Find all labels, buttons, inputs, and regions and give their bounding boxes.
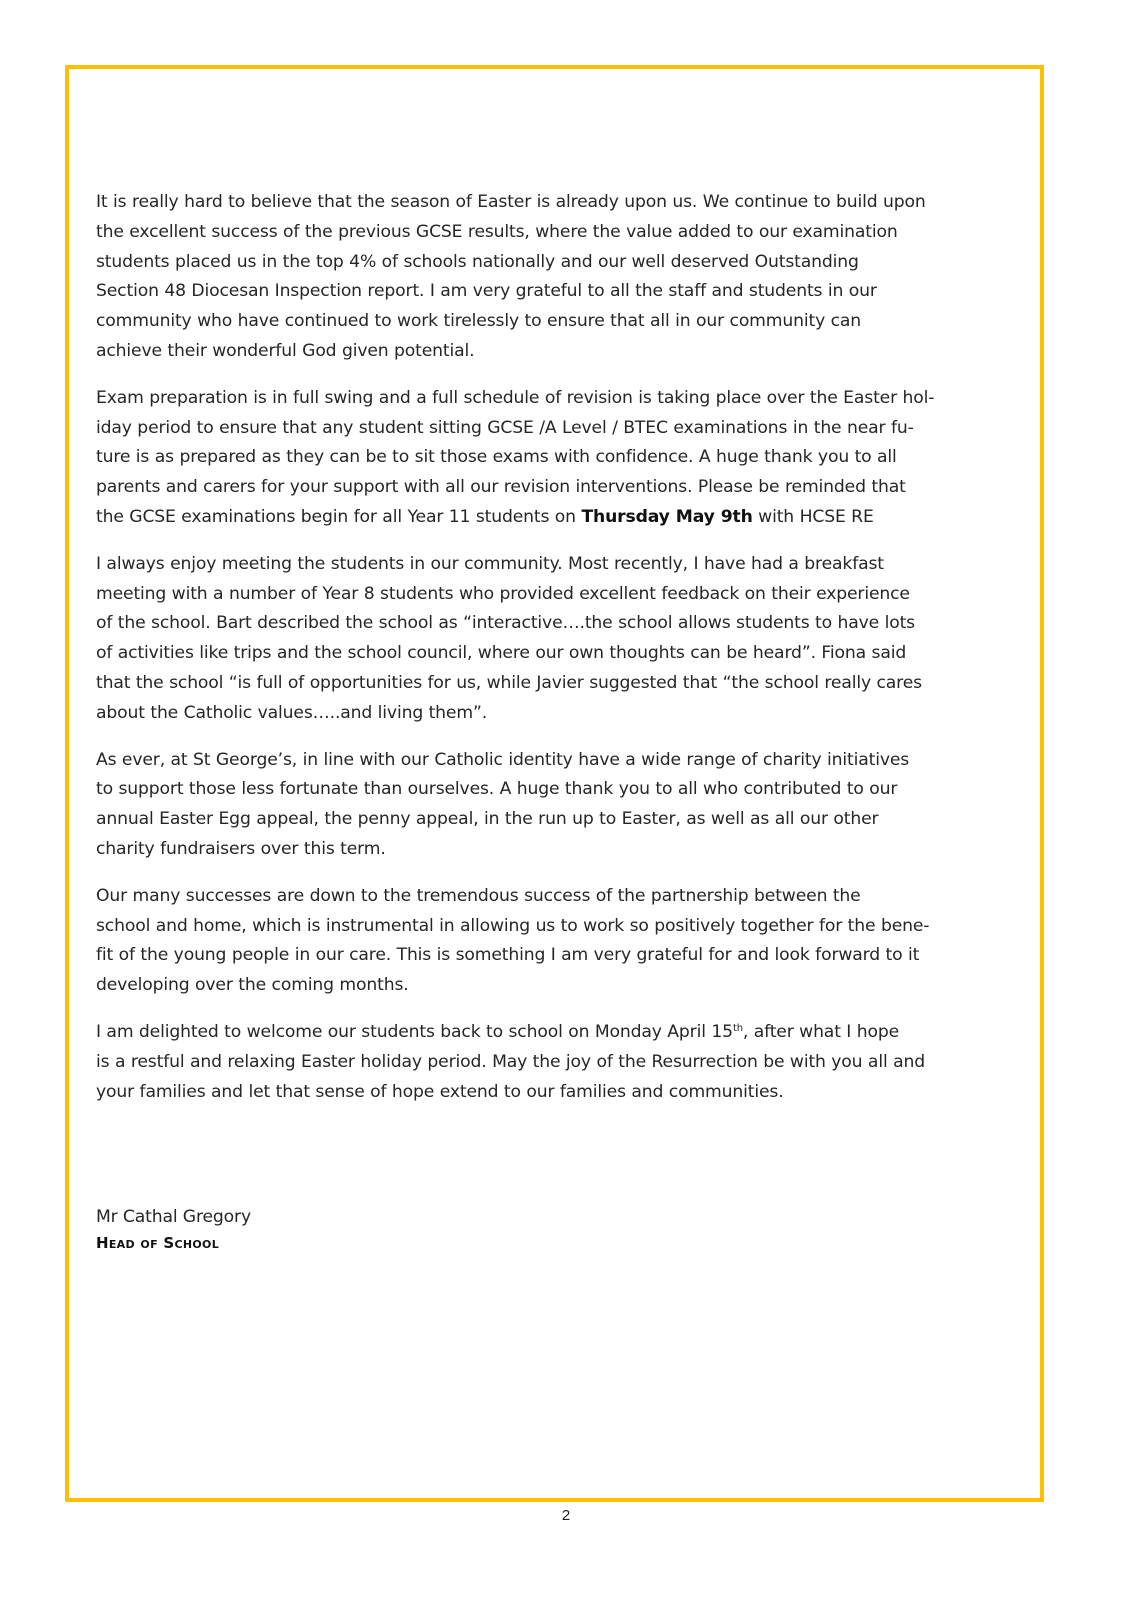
exam-start-date: Thursday May 9th	[581, 506, 753, 527]
paragraph-welcome-back	[96, 1018, 1016, 1107]
line: Our many successes are down to the tremendous success of the partnership between the	[96, 885, 861, 906]
paragraph-charity	[96, 746, 1016, 865]
paragraph-partnership	[96, 882, 1016, 1001]
ordinal-suffix: th	[732, 1022, 743, 1034]
line: your families and let that sense of hope extend to our families and communities.	[96, 1081, 784, 1102]
line: annual Easter Egg appeal, the penny appeal, in the run up to Easter, as well as all our other	[96, 809, 879, 830]
line: Exam preparation is in full swing and a full schedule of revision is taking place over the Easter hol-	[96, 387, 935, 408]
line-text: I am delighted to welcome our students back to school on Monday April 15	[96, 1021, 733, 1042]
line: that the school “is full of opportunities for us, while Javier suggested that “the school really cares	[96, 672, 922, 693]
line: iday period to ensure that any student sitting GCSE /A Level / BTEC examinations in the near fu-	[96, 417, 914, 438]
signatory-title: Head of School	[96, 1234, 220, 1252]
line: developing over the coming months.	[96, 975, 409, 996]
line-text: the GCSE examinations begin for all Year 11 students on	[96, 506, 582, 527]
line-text: , after what I hope	[742, 1021, 900, 1042]
line: parents and carers for your support with all our revision interventions. Please be reminded that	[96, 477, 906, 498]
line: charity fundraisers over this term.	[96, 838, 386, 859]
line: meeting with a number of Year 8 students who provided excellent feedback on their experience	[96, 583, 910, 604]
line: It is really hard to believe that the season of Easter is already upon us. We continue to build upon	[96, 192, 926, 212]
line: Section 48 Diocesan Inspection report. I am very grateful to all the staff and students in our	[96, 281, 877, 302]
line: about the Catholic values…..and living them”.	[96, 702, 488, 723]
line: the excellent success of the previous GCSE results, where the value added to our examination	[96, 221, 898, 242]
line: students placed us in the top 4% of schools nationally and our well deserved Outstanding	[96, 251, 859, 272]
line	[96, 1022, 899, 1042]
line-text: with HCSE RE	[752, 506, 874, 527]
line: ture is as prepared as they can be to sit those exams with confidence. A huge thank you to all	[96, 447, 897, 468]
line: community who have continued to work tirelessly to ensure that all in our community can	[96, 311, 862, 332]
line: fit of the young people in our care. This is something I am very grateful for and look forward to it	[96, 945, 920, 966]
paragraph-students	[96, 550, 1016, 729]
line: I always enjoy meeting the students in our community. Most recently, I have had a breakfast	[96, 553, 884, 574]
line: of activities like trips and the school council, where our own thoughts can be heard”. Fiona said	[96, 643, 907, 664]
paragraph-exams	[96, 384, 1016, 533]
line: achieve their wonderful God given potential.	[96, 340, 475, 361]
line: to support those less fortunate than ourselves. A huge thank you to all who contributed to our	[96, 779, 898, 800]
line	[96, 507, 874, 527]
paragraph-intro	[96, 188, 1016, 367]
signatory-name: Mr Cathal Gregory	[96, 1207, 251, 1227]
line: of the school. Bart described the school as “interactive….the school allows students to have lots	[96, 613, 915, 634]
line: As ever, at St George’s, in line with our Catholic identity have a wide range of charity initiatives	[96, 749, 910, 770]
letter-body	[96, 188, 1016, 1124]
signature-block	[96, 1203, 251, 1255]
page-number: 2	[561, 1507, 571, 1524]
line: is a restful and relaxing Easter holiday period. May the joy of the Resurrection be with you all and	[96, 1051, 925, 1072]
line: school and home, which is instrumental in allowing us to work so positively together for the bene-	[96, 915, 930, 936]
